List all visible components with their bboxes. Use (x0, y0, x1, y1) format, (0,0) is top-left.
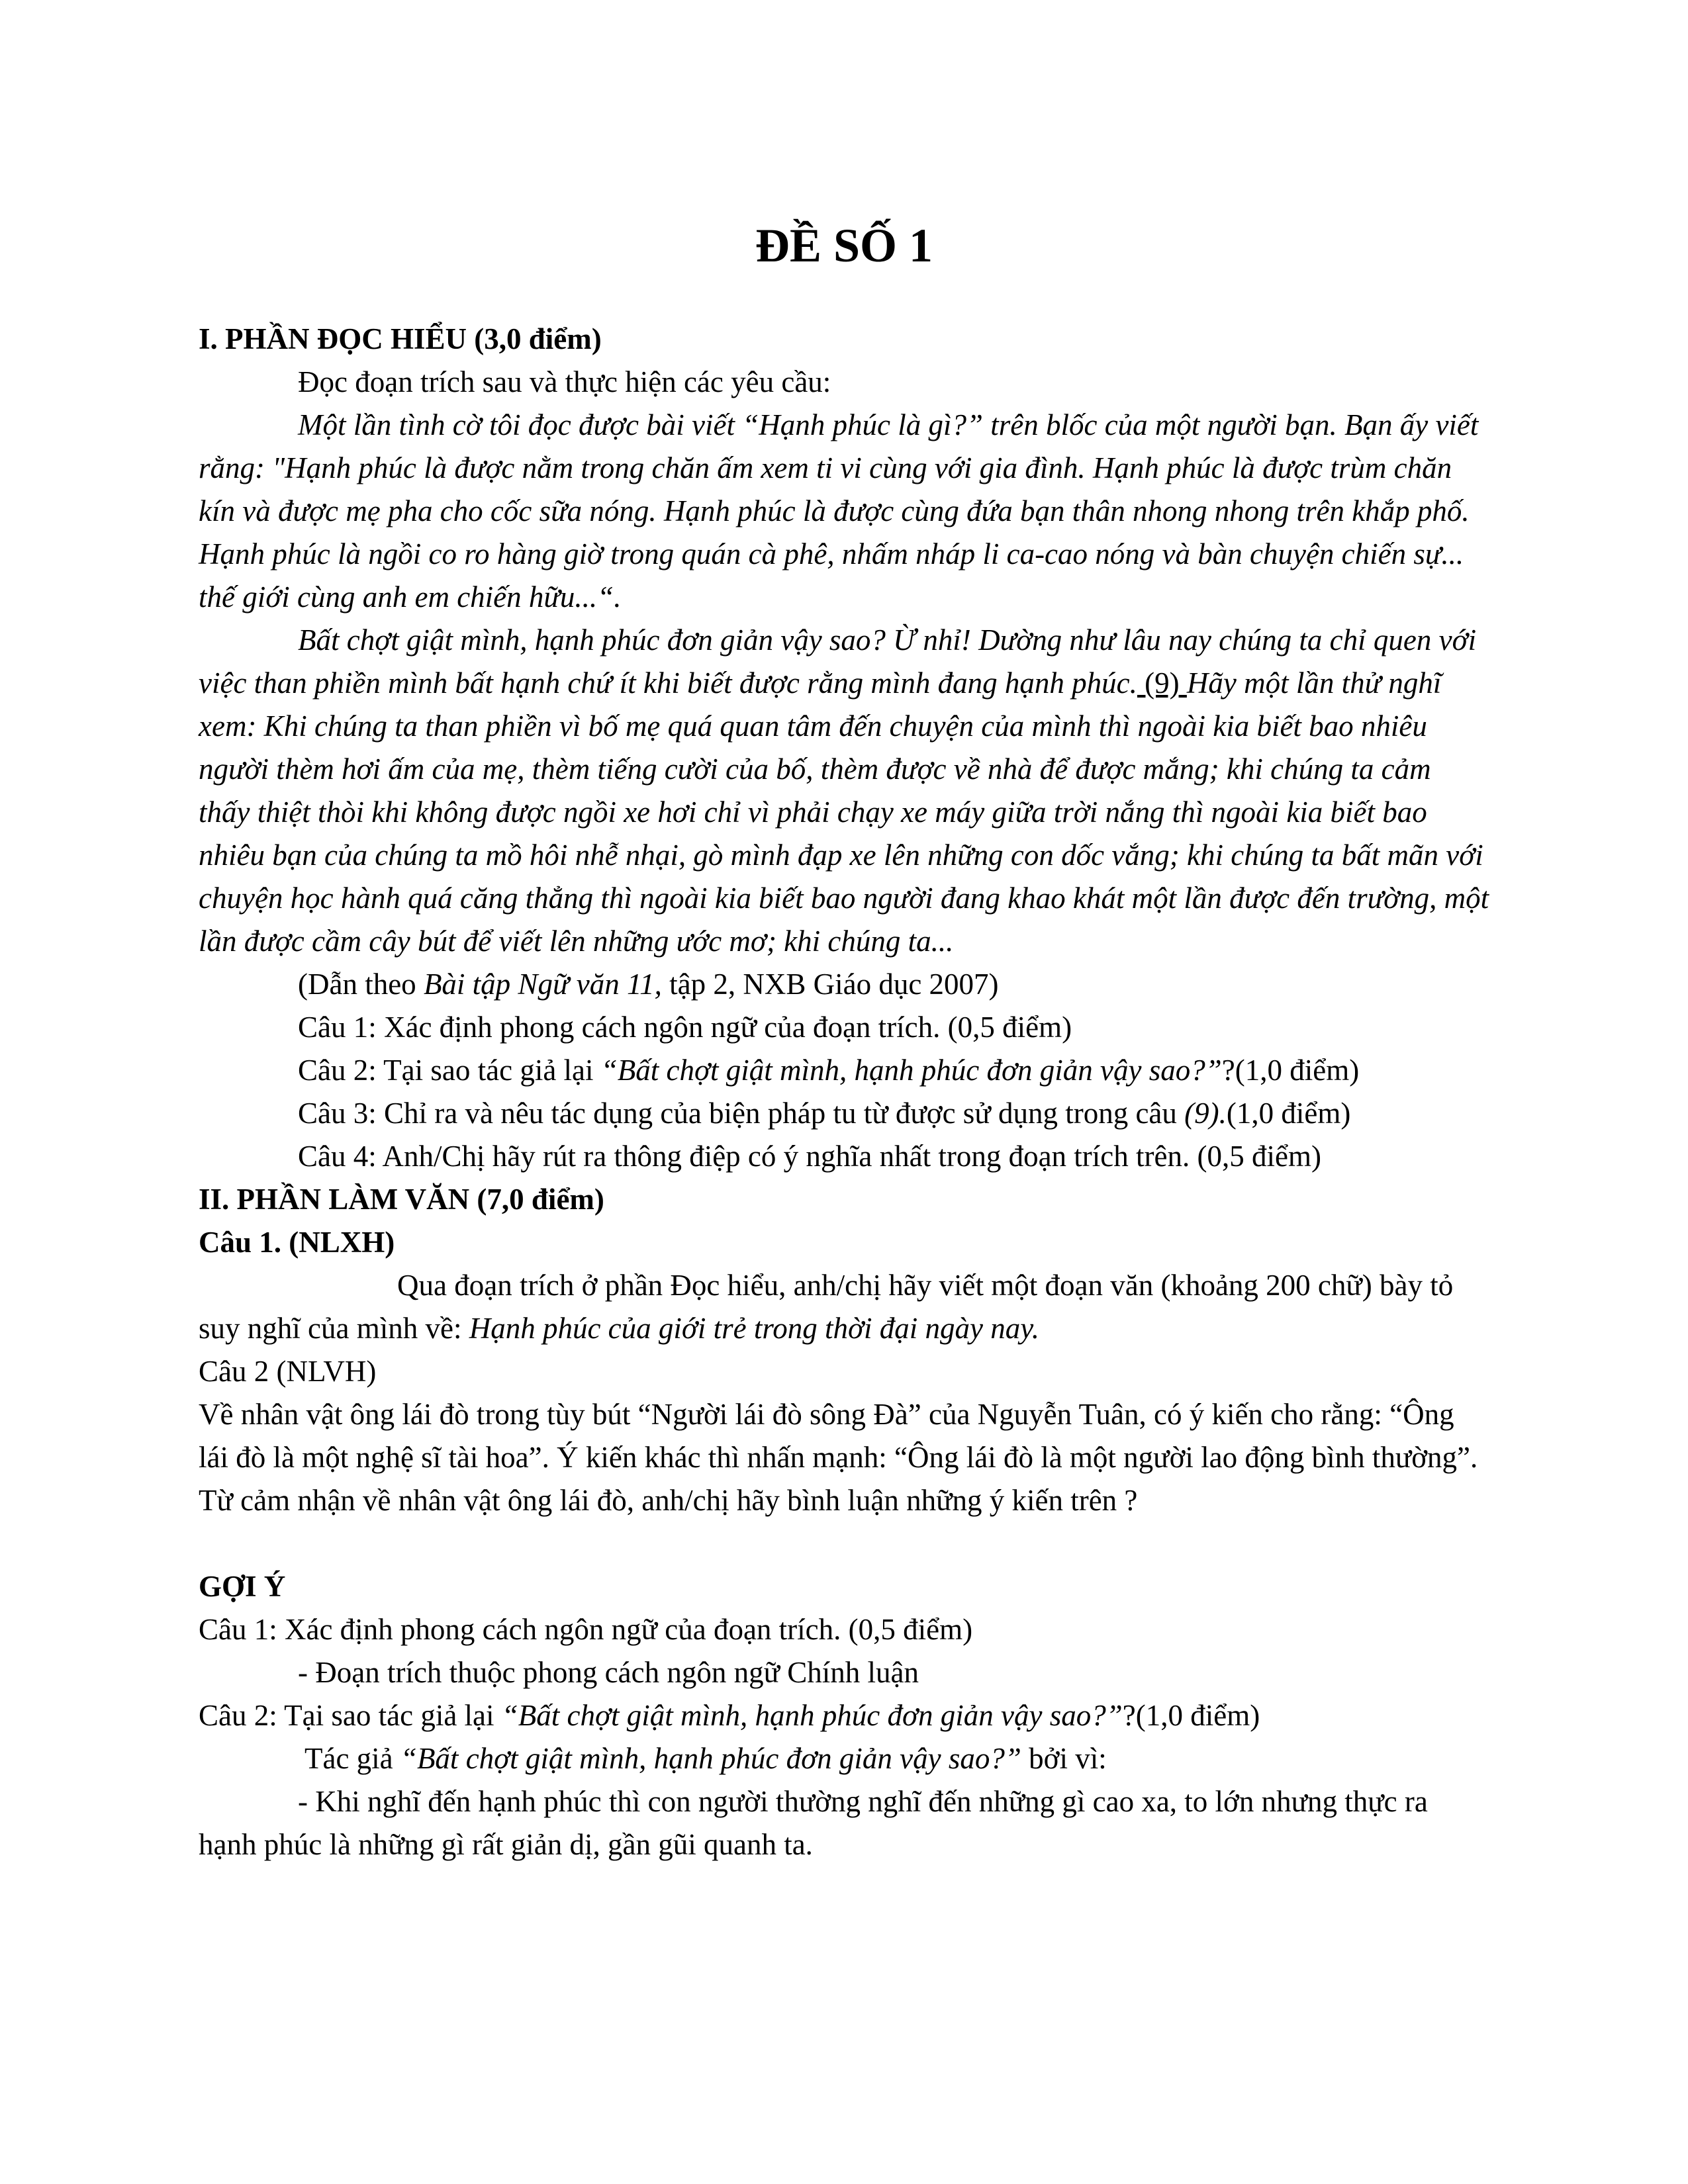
page-title: ĐỀ SỐ 1 (755, 219, 933, 272)
excerpt-paragraph-1: Một lần tình cờ tôi đọc được bài viết “Hạnh phúc là gì?” trên blốc của một người bạn. Bạn ấy viết rằng: "Hạnh phúc là được nằm trong chăn ấm xem ti vi cùng với gia đình. Hạnh phúc là được trùm chăn kín và được mẹ pha cho cốc sữa nóng. Hạnh phúc là được cùng đứa bạn thân nhong nhong trên khắp phố. Hạnh phúc là ngồi co ro hàng giờ trong quán cà phê, nhấm nháp li ca-cao nóng và bàn chuyện chiến sự... thế giới cùng anh em chiến hữu...“. (199, 408, 1479, 614)
document-body (199, 311, 1489, 1866)
question-3-suffix: (1,0 điểm) (1226, 1097, 1351, 1130)
sentence-marker: (9) (1137, 666, 1187, 700)
part1-heading: I. PHẦN ĐỌC HIỂU (3,0 điểm) (199, 322, 602, 355)
essay-2-heading: Câu 2 (NLVH) (199, 1355, 377, 1388)
question-3-ref: (9). (1184, 1097, 1227, 1130)
question-2-suffix: ?(1,0 điểm) (1221, 1054, 1360, 1087)
hint-2-question-quote: “Bất chợt giật mình, hạnh phúc đơn giản vậy sao?” (501, 1699, 1123, 1732)
source-book: Bài tập Ngữ văn 11, (423, 968, 662, 1001)
essay-1-prompt (199, 1264, 1489, 1350)
question-2-quote: “Bất chợt giật mình, hạnh phúc đơn giản vậy sao?” (600, 1054, 1222, 1087)
excerpt-paragraph-2-part-a: Bất chợt giật mình, hạnh phúc đơn giản vậy sao? Ừ nhỉ! Dường như lâu nay chúng ta chỉ quen với việc than phiền mình bất hạnh chứ ít khi biết được rằng mình đang hạnh phúc. (199, 623, 1477, 700)
hint-1-answer: - Đoạn trích thuộc phong cách ngôn ngữ Chính luận (298, 1656, 919, 1689)
excerpt-source (199, 963, 1489, 1006)
hint-2-answer-point: - Khi nghĩ đến hạnh phúc thì con người thường nghĩ đến những gì cao xa, to lớn nhưng thực ra hạnh phúc là những gì rất giản dị, gần gũi quanh ta. (199, 1785, 1428, 1861)
part2-heading: II. PHẦN LÀM VĂN (7,0 điểm) (199, 1183, 604, 1216)
question-1: Câu 1: Xác định phong cách ngôn ngữ của đoạn trích. (0,5 điểm) (298, 1011, 1072, 1044)
hints-heading: GỢI Ý (199, 1570, 286, 1603)
hint-2-question (199, 1694, 1489, 1737)
essay-1-topic: Hạnh phúc của giới trẻ trong thời đại ngày nay. (469, 1312, 1039, 1345)
source-prefix: (Dẫn theo (298, 968, 424, 1001)
hint-2-answer-suffix: bởi vì: (1021, 1742, 1107, 1775)
essay-1-prompt-text: Qua đoạn trích ở phần Đọc hiểu, anh/chị hãy viết một đoạn văn (khoảng 200 chữ) bày tỏ suy nghĩ của mình về: (199, 1269, 1454, 1345)
hint-2-answer-prefix: Tác giả (305, 1742, 400, 1775)
hint-2-answer-intro (199, 1737, 1489, 1780)
excerpt-paragraph-2-part-b: Hãy một lần thử nghĩ xem: Khi chúng ta than phiền vì bố mẹ quá quan tâm đến chuyện của mình thì ngoài kia biết bao nhiêu người thèm hơi ấm của mẹ, thèm tiếng cười của bố, thèm được về nhà để được mắng; khi chúng ta cảm thấy thiệt thòi khi không được ngồi xe hơi chỉ vì phải chạy xe máy giữa trời nắng thì ngoài kia biết bao nhiêu bạn của chúng ta mồ hôi nhễ nhại, gò mình đạp xe lên những con dốc vắng; khi chúng ta bất mãn với chuyện học hành quá căng thẳng thì ngoài kia biết bao người đang khao khát một lần được đến trường, một lần được cầm cây bút để viết lên những ước mơ; khi chúng ta... (199, 666, 1489, 958)
question-3 (199, 1092, 1489, 1135)
question-2 (199, 1049, 1489, 1092)
essay-2-prompt: Về nhân vật ông lái đò trong tùy bút “Người lái đò sông Đà” của Nguyễn Tuân, có ý kiến cho rằng: “Ông lái đò là một nghệ sĩ tài hoa”. Ý kiến khác thì nhấn mạnh: “Ông lái đò là một người lao động bình thường”. (199, 1398, 1478, 1474)
hint-1-question: Câu 1: Xác định phong cách ngôn ngữ của đoạn trích. (0,5 điểm) (199, 1613, 973, 1646)
question-4: Câu 4: Anh/Chị hãy rút ra thông điệp có ý nghĩa nhất trong đoạn trích trên. (0,5 điểm) (298, 1140, 1321, 1173)
source-suffix: tập 2, NXB Giáo dục 2007) (661, 968, 999, 1001)
hint-2-question-prefix: Câu 2: Tại sao tác giả lại (199, 1699, 502, 1732)
essay-2-task: Từ cảm nhận về nhân vật ông lái đò, anh/chị hãy bình luận những ý kiến trên ? (199, 1484, 1138, 1517)
hint-2-question-suffix: ?(1,0 điểm) (1122, 1699, 1260, 1732)
essay-1-heading: Câu 1. (NLXH) (199, 1226, 395, 1259)
question-3-prefix: Câu 3: Chỉ ra và nêu tác dụng của biện pháp tu từ được sử dụng trong câu (298, 1097, 1185, 1130)
question-2-prefix: Câu 2: Tại sao tác giả lại (298, 1054, 601, 1087)
hint-2-answer-quote: “Bất chợt giật mình, hạnh phúc đơn giản vậy sao?” (400, 1742, 1021, 1775)
excerpt-paragraph-2 (199, 619, 1489, 963)
part1-instruction: Đọc đoạn trích sau và thực hiện các yêu cầu: (298, 365, 831, 398)
